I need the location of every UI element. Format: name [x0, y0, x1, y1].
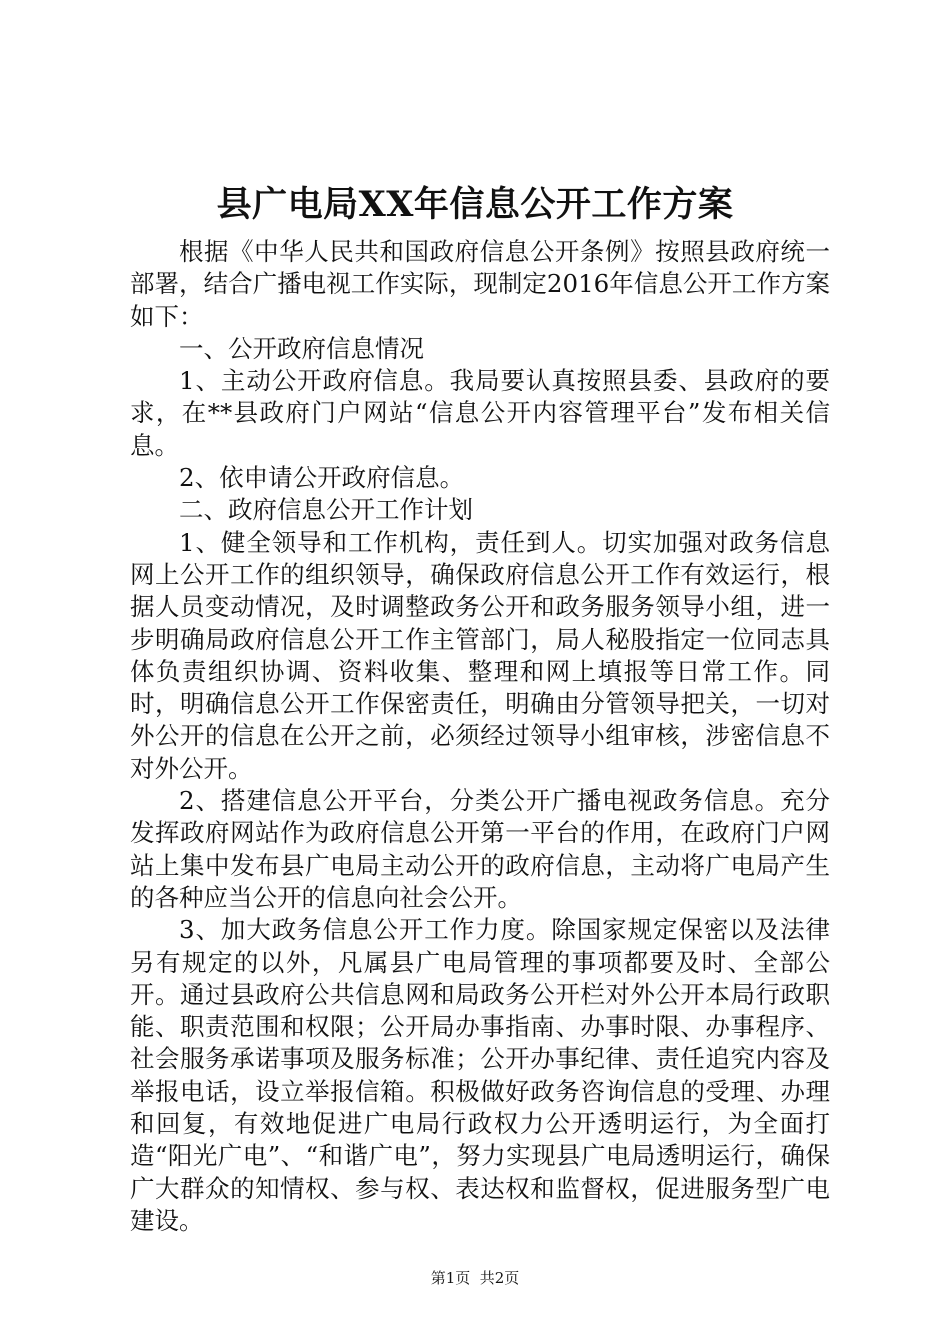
- page-footer: 第1页 共2页: [430, 1269, 520, 1287]
- paragraph-intensity: 3、加大政务信息公开工作力度。除国家规定保密以及法律另有规定的以外，凡属县广电局管理的事项都要及时、全部公开。通过县政府公共信息网和局政务公开栏对外公开本局行政职能、职责范围和权限；公开局办事指南、办事时限、办事程序、社会服务承诺事项及服务标准；公开办事纪律、责任追究内容及举报电话，设立举报信箱。积极做好政务咨询信息的受理、办理和回复，有效地促进广电局行政权力公开透明运行，为全面打造“阳光广电”、“和谐广电”，努力实现县广电局透明运行，确保广大群众的知情权、参与权、表达权和监督权，促进服务型广电建设。: [130, 915, 830, 1235]
- section-heading-2: 二、政府信息公开工作计划: [179, 495, 473, 525]
- paragraph-platform: 2、搭建信息公开平台，分类公开广播电视政务信息。充分发挥政府网站作为政府信息公开第一平台的作用，在政府门户网站上集中发布县广电局主动公开的政府信息，主动将广电局产生的各种应当公开的信息向社会公开。: [130, 786, 830, 912]
- paragraph-application-disclosure: 2、依申请公开政府信息。: [179, 463, 465, 493]
- document-title: 县广电局XX年信息公开工作方案: [216, 184, 734, 225]
- intro-paragraph: 根据《中华人民共和国政府信息公开条例》按照县政府统一部署，结合广播电视工作实际，现制定2016年信息公开工作方案如下：: [130, 237, 830, 331]
- document-body: [130, 236, 830, 1237]
- paragraph-leadership: 1、健全领导和工作机构，责任到人。切实加强对政务信息网上公开工作的组织领导，确保政府信息公开工作有效运行，根据人员变动情况，及时调整政务公开和政务服务领导小组，进一步明确局政府信息公开工作主管部门，局人秘股指定一位同志具体负责组织协调、资料收集、整理和网上填报等日常工作。同时，明确信息公开工作保密责任，明确由分管领导把关，一切对外公开的信息在公开之前，必须经过领导小组审核，涉密信息不对外公开。: [130, 527, 830, 783]
- section-heading-1: 一、公开政府信息情况: [179, 333, 424, 363]
- paragraph-proactive-disclosure: 1、主动公开政府信息。我局要认真按照县委、县政府的要求，在**县政府门户网站“信息公开内容管理平台”发布相关信息。: [130, 366, 830, 460]
